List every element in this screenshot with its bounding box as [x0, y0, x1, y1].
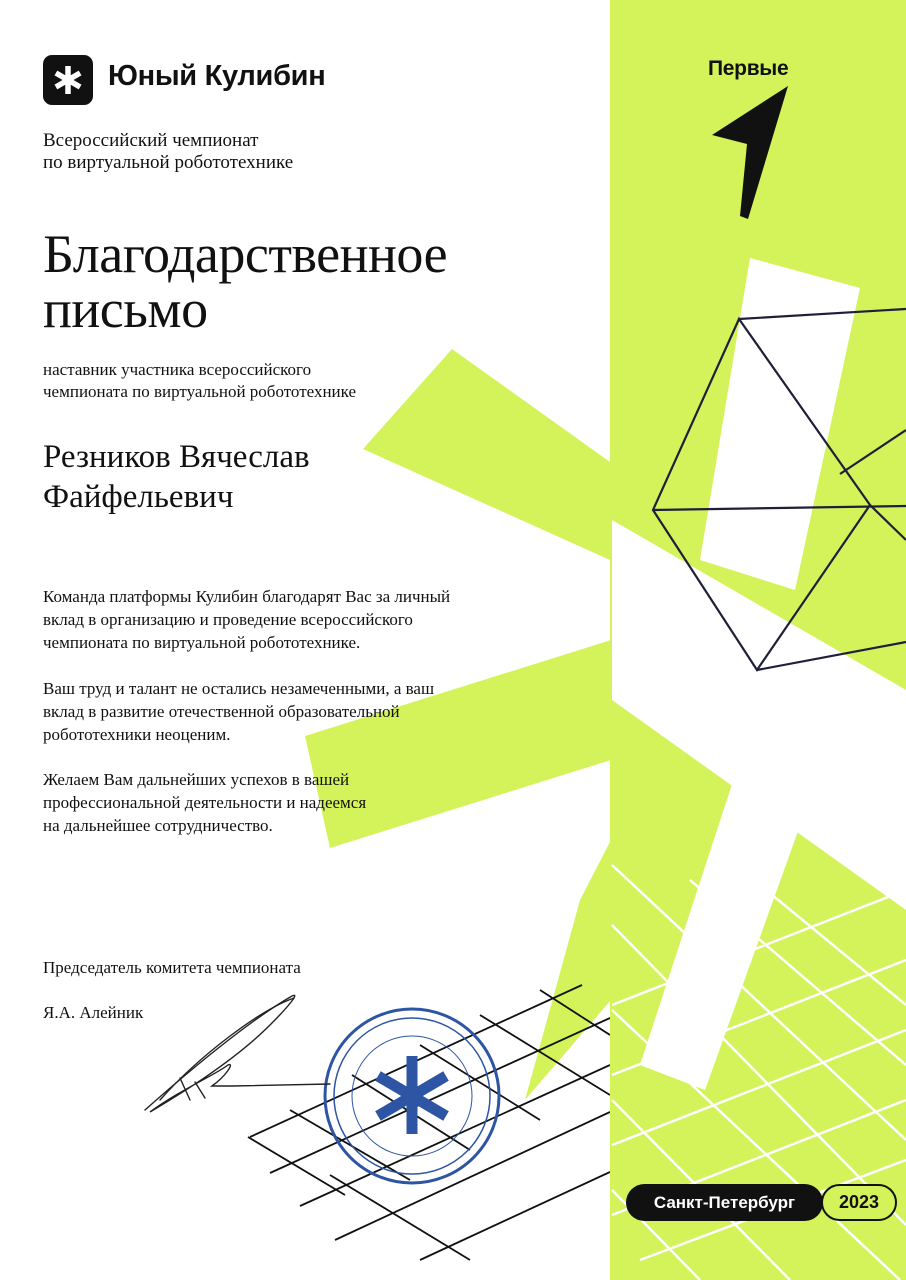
- city-badge: Санкт-Петербург: [626, 1184, 823, 1221]
- body-paragraph-2: [43, 677, 563, 746]
- body-line: робототехники неоценим.: [43, 725, 231, 744]
- championship-subtitle: [43, 130, 293, 174]
- title-line: Благодарственное: [43, 224, 448, 284]
- title-line: письмо: [43, 279, 208, 339]
- body-line: вклад в развитие отечественной образовательной: [43, 702, 400, 721]
- handwritten-signature: [145, 995, 330, 1112]
- body-line: чемпионата по виртуальной робототехнике.: [43, 633, 361, 652]
- body-line: на дальнейшее сотрудничество.: [43, 816, 273, 835]
- signer-name: Я.А. Алейник: [43, 1003, 144, 1022]
- subtitle-line: Всероссийский чемпионат: [43, 130, 259, 151]
- name-line: Файфельевич: [43, 479, 234, 515]
- logo-badge: [43, 55, 93, 105]
- body-line: вклад в организацию и проведение всероссийского: [43, 610, 413, 629]
- asterisk-logo-icon: [43, 55, 93, 105]
- subtitle-line: по виртуальной робототехнике: [43, 152, 294, 173]
- recipient-name: [43, 437, 310, 517]
- stamp-asterisk-icon: [378, 1056, 446, 1134]
- body-line: профессиональной деятельности и надеемся: [43, 793, 367, 812]
- partner-logo-mark-icon: [710, 84, 792, 224]
- body-paragraph-3: [43, 768, 563, 837]
- role-line: чемпионата по виртуальной робототехнике: [43, 382, 357, 401]
- recipient-role: [43, 359, 356, 403]
- role-line: наставник участника всероссийского: [43, 360, 312, 379]
- signer-position: Председатель комитета чемпионата: [43, 958, 301, 977]
- year-badge: 2023: [821, 1184, 897, 1221]
- body-line: Ваш труд и талант не остались незамеченными, а ваш: [43, 679, 435, 698]
- body-line: Команда платформы Кулибин благодарят Вас за личный: [43, 587, 451, 606]
- brand-name: Юный Кулибин: [108, 60, 326, 92]
- body-line: Желаем Вам дальнейших успехов в вашей: [43, 770, 350, 789]
- stamp: [325, 1009, 499, 1183]
- body-paragraph-1: [43, 585, 563, 654]
- page-title: [43, 224, 448, 339]
- partner-logo-text: Первые: [708, 57, 789, 80]
- name-line: Резников Вячеслав: [43, 439, 310, 475]
